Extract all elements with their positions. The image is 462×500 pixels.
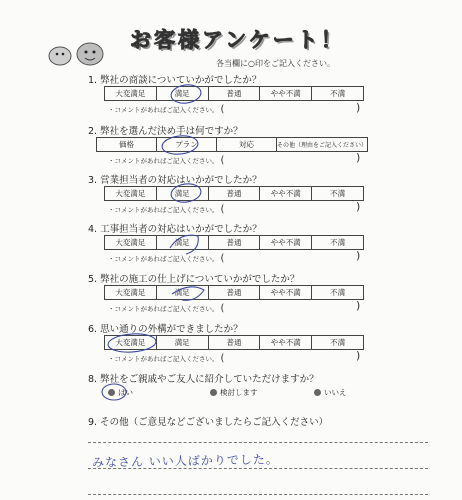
comment-prompt: ・コメントがあればご記入ください。 ( bbox=[108, 253, 225, 264]
option-cell[interactable]: 大変満足 bbox=[105, 336, 157, 349]
option-cell[interactable]: やや不満 bbox=[260, 87, 312, 100]
option-cell[interactable]: プラン bbox=[157, 138, 217, 151]
option-cell[interactable]: 満足 bbox=[157, 187, 209, 200]
comment-prompt: ・コメントがあればご記入ください。 ( bbox=[108, 204, 225, 215]
option-cell[interactable]: 普通 bbox=[209, 286, 261, 299]
question-5-options bbox=[104, 285, 364, 300]
paren-close: ) bbox=[356, 101, 361, 114]
option-cell[interactable]: やや不満 bbox=[260, 336, 312, 349]
option-cell[interactable]: 満足 bbox=[157, 336, 209, 349]
paren-close: ) bbox=[356, 349, 361, 362]
comment-prompt: ・コメントがあればご記入ください。 ( bbox=[108, 353, 225, 364]
question-6-options bbox=[104, 335, 364, 350]
paren-close: ) bbox=[356, 200, 361, 213]
question-4-options bbox=[104, 235, 364, 250]
option-cell[interactable]: その他（理由をご記入ください） bbox=[277, 142, 368, 149]
option-cell[interactable]: 普通 bbox=[209, 236, 261, 249]
radio-label: はい bbox=[118, 388, 133, 397]
comment-prompt: ・コメントがあればご記入ください。 ( bbox=[108, 155, 225, 166]
option-cell[interactable]: 不満 bbox=[330, 189, 346, 198]
option-cell[interactable]: 不満 bbox=[330, 89, 346, 98]
comment-prompt: ・コメントがあればご記入ください。 ( bbox=[108, 303, 225, 314]
question-5-label: 5. 弊社の施工の仕上げについていかがでしたか？ bbox=[88, 274, 300, 285]
paren-close: ) bbox=[356, 249, 361, 262]
option-cell[interactable]: 対応 bbox=[217, 138, 277, 151]
radio-label: いいえ bbox=[324, 388, 347, 397]
option-cell[interactable]: 普通 bbox=[209, 187, 261, 200]
question-1-label: 1. 弊社の商談についていかがでしたか？ bbox=[88, 75, 262, 86]
radio-option-no[interactable] bbox=[314, 387, 347, 398]
writing-line bbox=[88, 494, 428, 495]
option-cell[interactable]: 満足 bbox=[157, 87, 209, 100]
radio-option-yes[interactable] bbox=[108, 387, 133, 398]
question-6-label: 6. 思い通りの外構ができましたか？ bbox=[88, 324, 243, 335]
option-cell[interactable]: 価格 bbox=[97, 138, 157, 151]
mascot-illustration bbox=[38, 38, 118, 68]
radio-label: 検討します bbox=[220, 388, 258, 397]
option-cell[interactable]: 不満 bbox=[330, 288, 346, 297]
option-cell[interactable]: やや不満 bbox=[260, 187, 312, 200]
comment-prompt: ・コメントがあればご記入ください。 ( bbox=[108, 104, 225, 115]
question-8-label: 8. 弊社をご親戚やご友人に紹介していただけますか？ bbox=[88, 374, 319, 385]
option-cell[interactable]: 不満 bbox=[330, 238, 346, 247]
radio-option-consider[interactable] bbox=[210, 387, 258, 398]
option-cell[interactable]: やや不満 bbox=[260, 286, 312, 299]
header bbox=[0, 0, 462, 68]
option-cell[interactable]: 大変満足 bbox=[105, 286, 157, 299]
question-1-options bbox=[104, 86, 364, 101]
radio-dot-icon bbox=[108, 389, 115, 396]
question-3-options bbox=[104, 186, 364, 201]
question-2-label: 2. 弊社を選んだ決め手は何ですか？ bbox=[88, 126, 243, 137]
option-cell[interactable]: 普通 bbox=[209, 336, 261, 349]
option-cell[interactable]: 大変満足 bbox=[105, 187, 157, 200]
radio-dot-icon bbox=[314, 389, 321, 396]
option-cell[interactable]: 満足 bbox=[157, 236, 209, 249]
question-4-label: 4. 工事担当者の対応はいかがでしたか？ bbox=[88, 224, 262, 235]
radio-dot-icon bbox=[210, 389, 217, 396]
option-cell[interactable]: 大変満足 bbox=[105, 236, 157, 249]
option-cell[interactable]: 大変満足 bbox=[105, 87, 157, 100]
paren-close: ) bbox=[356, 299, 361, 312]
handwritten-answer: みなさん いい人ばかりでした。 bbox=[91, 452, 279, 470]
paren-close: ) bbox=[356, 151, 361, 164]
question-2-options bbox=[96, 137, 368, 152]
writing-line bbox=[88, 442, 428, 443]
option-cell[interactable]: 不満 bbox=[330, 338, 346, 347]
option-cell[interactable]: やや不満 bbox=[260, 236, 312, 249]
instruction-text: 各当欄に○印をご記入ください。 bbox=[216, 59, 335, 68]
question-9-label: 9. その他（ご意見などございましたらご記入ください） bbox=[88, 417, 329, 428]
option-cell[interactable]: 普通 bbox=[209, 87, 261, 100]
question-3-label: 3. 営業担当者の対応はいかがでしたか？ bbox=[88, 175, 262, 186]
page-title: お客様アンケート！ bbox=[130, 28, 345, 52]
option-cell[interactable]: 満足 bbox=[157, 286, 209, 299]
